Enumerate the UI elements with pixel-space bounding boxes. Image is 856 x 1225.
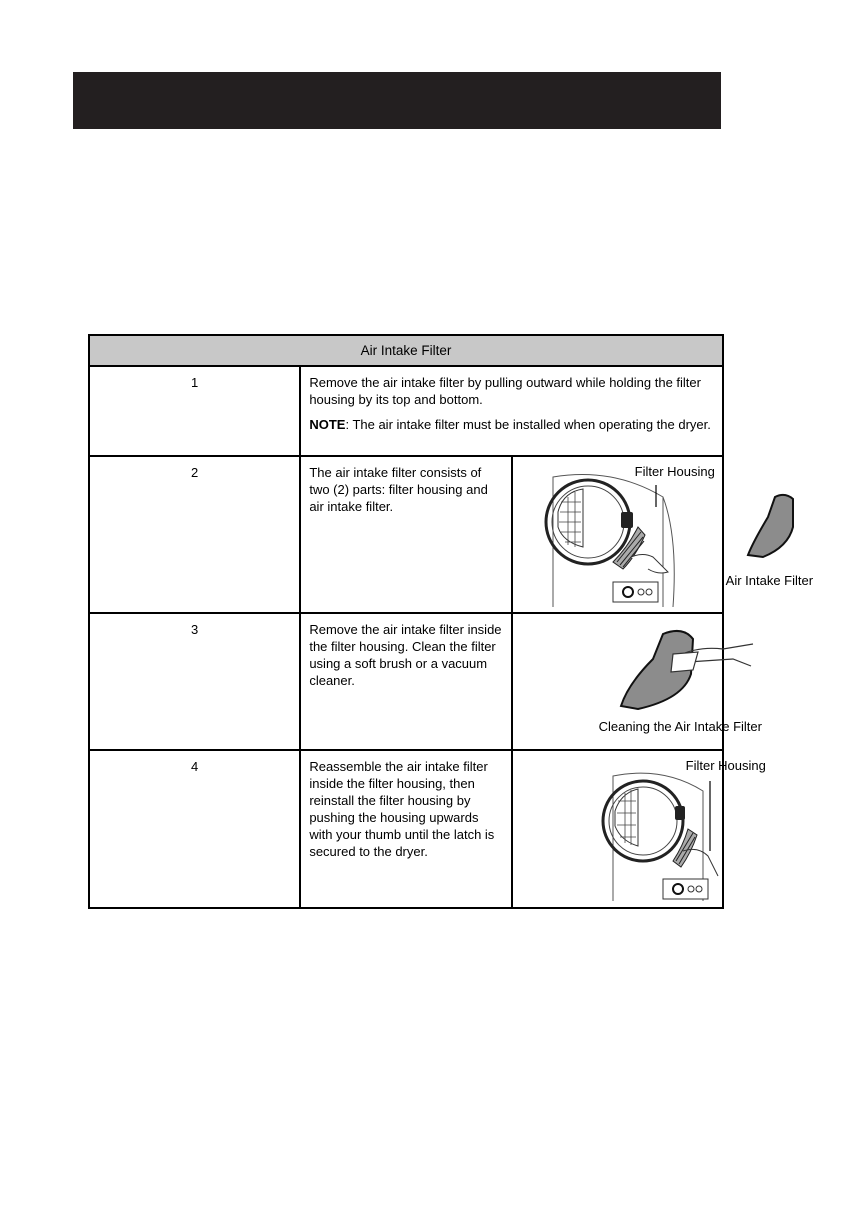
step-number: 1 (89, 366, 300, 456)
step-text: Reassemble the air intake filter inside the filter housing, then reinstall the filter housing by pushing the housing upwards with your thumb until the latch is secured to the dryer. (309, 759, 495, 859)
step-text-cell (300, 456, 511, 613)
table-header-row (89, 335, 723, 366)
table-row (89, 366, 723, 456)
note-text: : The air intake filter must be installed when operating the dryer. (345, 417, 711, 432)
step-figure-cell (512, 750, 766, 908)
air-filter-illustration (748, 495, 793, 557)
dryer-illustration (513, 751, 856, 907)
table-row (89, 613, 723, 750)
step-number: 3 (89, 613, 300, 750)
figure-label-filter-housing: Filter Housing (634, 464, 715, 479)
figure-label-cleaning: Cleaning the Air Intake Filter (598, 719, 762, 734)
step-text-cell (300, 613, 511, 750)
air-intake-filter-table (88, 334, 814, 909)
table-row (89, 456, 723, 613)
table-title: Air Intake Filter (89, 335, 723, 366)
step-text: Remove the air intake filter by pulling outward while holding the filter housing by its top and bottom. (309, 375, 701, 407)
table-row (89, 750, 723, 908)
section-header-bar (73, 72, 721, 129)
step-figure-cell (512, 613, 762, 750)
step-text-cell (300, 366, 723, 456)
figure-label-air-intake-filter: Air Intake Filter (725, 573, 814, 588)
step-figure-cell (512, 456, 814, 613)
step-text-cell (300, 750, 511, 908)
step-text: The air intake filter consists of two (2) parts: filter housing and air intake filter. (309, 465, 488, 514)
figure-label-filter-housing: Filter Housing (685, 758, 766, 773)
step-text: Remove the air intake filter inside the filter housing. Clean the filter using a soft brush or a vacuum cleaner. (309, 622, 502, 688)
note-label: NOTE (309, 417, 346, 432)
step-number: 4 (89, 750, 300, 908)
note-line (309, 416, 714, 433)
step-number: 2 (89, 456, 300, 613)
